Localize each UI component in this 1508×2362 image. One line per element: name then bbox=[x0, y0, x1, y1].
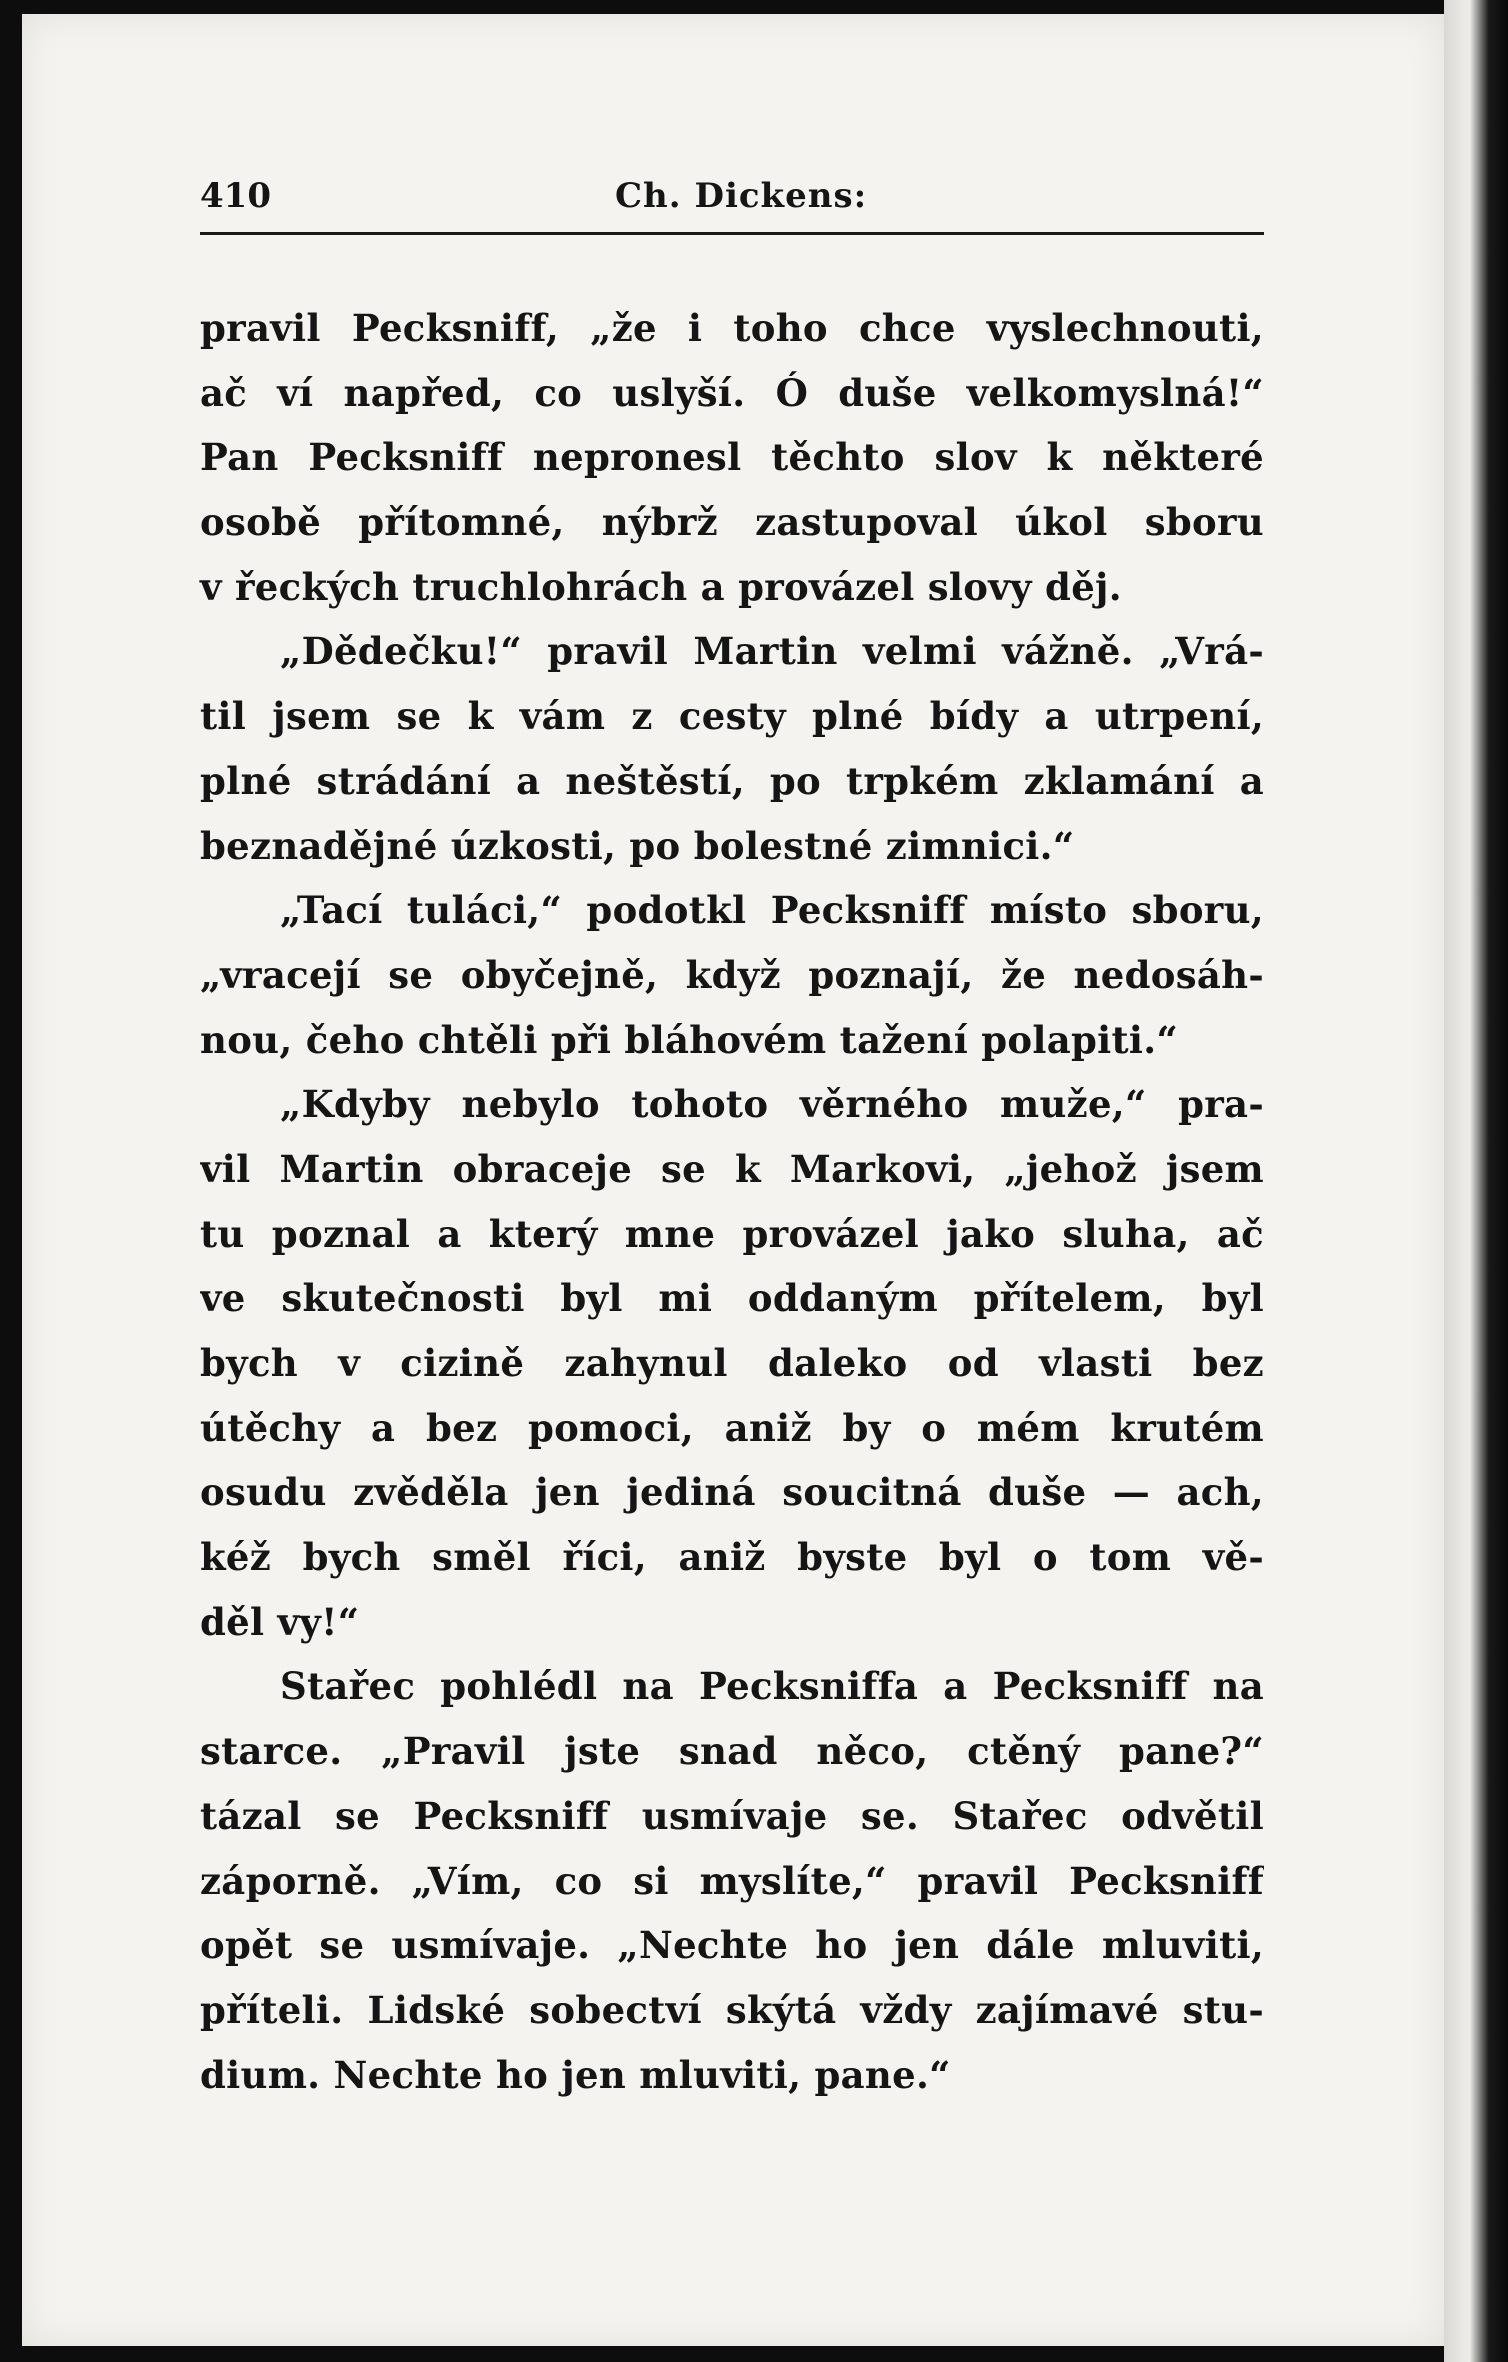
text-line: opět se usmívaje. „Nechte ho jen dále mluviti, bbox=[200, 1923, 1264, 1968]
text-line: tu poznal a který mne provázel jako sluha, ač bbox=[200, 1211, 1264, 1256]
page-number: 410 bbox=[200, 176, 271, 216]
running-head: Ch. Dickens: bbox=[615, 176, 868, 216]
text-line: ač ví napřed, co uslyší. Ó duše velkomyslná!“ bbox=[200, 370, 1264, 415]
text-line: osudu zvěděla jen jediná soucitná duše — ach, bbox=[200, 1470, 1264, 1515]
text-line: „Dědečku!“ pravil Martin velmi vážně. „Vrá- bbox=[280, 629, 1264, 674]
text-line: příteli. Lidské sobectví skýtá vždy zajímavé stu- bbox=[200, 1987, 1264, 2032]
text-line: v řeckých truchlohrách a provázel slovy děj. bbox=[200, 564, 1122, 609]
text-line: osobě přítomné, nýbrž zastupoval úkol sboru bbox=[200, 500, 1264, 545]
text-line: Pan Pecksniff nepronesl těchto slov k některé bbox=[200, 435, 1264, 480]
header-rule bbox=[200, 232, 1264, 235]
text-line: „Tací tuláci,“ podotkl Pecksniff místo sboru, bbox=[280, 888, 1264, 933]
body-text bbox=[200, 296, 1264, 2107]
text-line: bych v cizině zahynul daleko od vlasti bez bbox=[200, 1341, 1264, 1385]
text-line: beznadějné úzkosti, po bolestné zimnici.“ bbox=[200, 823, 1075, 868]
text-line: „vracejí se obyčejně, když poznají, že nedosáh- bbox=[200, 952, 1264, 997]
text-line: starce. „Pravil jste snad něco, ctěný pane?“ bbox=[200, 1729, 1264, 1774]
text-line: til jsem se k vám z cesty plné bídy a utrpení, bbox=[200, 694, 1264, 739]
text-line: ve skutečnosti byl mi oddaným přítelem, byl bbox=[200, 1276, 1264, 1321]
text-line: „Kdyby nebylo tohoto věrného muže,“ pra- bbox=[280, 1082, 1264, 1127]
text-line: nou, čeho chtěli při bláhovém tažení polapiti.“ bbox=[200, 1017, 1179, 1062]
text-line: pravil Pecksniff, „že i toho chce vyslechnouti, bbox=[200, 306, 1264, 350]
text-line: útěchy a bez pomoci, aniž by o mém krutém bbox=[200, 1405, 1264, 1450]
text-line: kéž bych směl říci, aniž byste byl o tom vě- bbox=[200, 1535, 1264, 1580]
text-line: děl vy!“ bbox=[200, 1599, 360, 1644]
text-line: tázal se Pecksniff usmívaje se. Stařec odvětil bbox=[200, 1793, 1264, 1838]
page-header bbox=[200, 176, 1262, 226]
text-line: dium. Nechte ho jen mluviti, pane.“ bbox=[200, 2052, 951, 2097]
text-line: záporně. „Vím, co si myslíte,“ pravil Pecksniff bbox=[200, 1858, 1264, 1903]
book-spine-edge bbox=[1444, 0, 1508, 2362]
text-line: Stařec pohlédl na Pecksniffa a Pecksniff na bbox=[280, 1664, 1264, 1709]
text-line: vil Martin obraceje se k Markovi, „jehož jsem bbox=[200, 1146, 1264, 1191]
text-line: plné strádání a neštěstí, po trpkém zklamání a bbox=[200, 758, 1264, 803]
